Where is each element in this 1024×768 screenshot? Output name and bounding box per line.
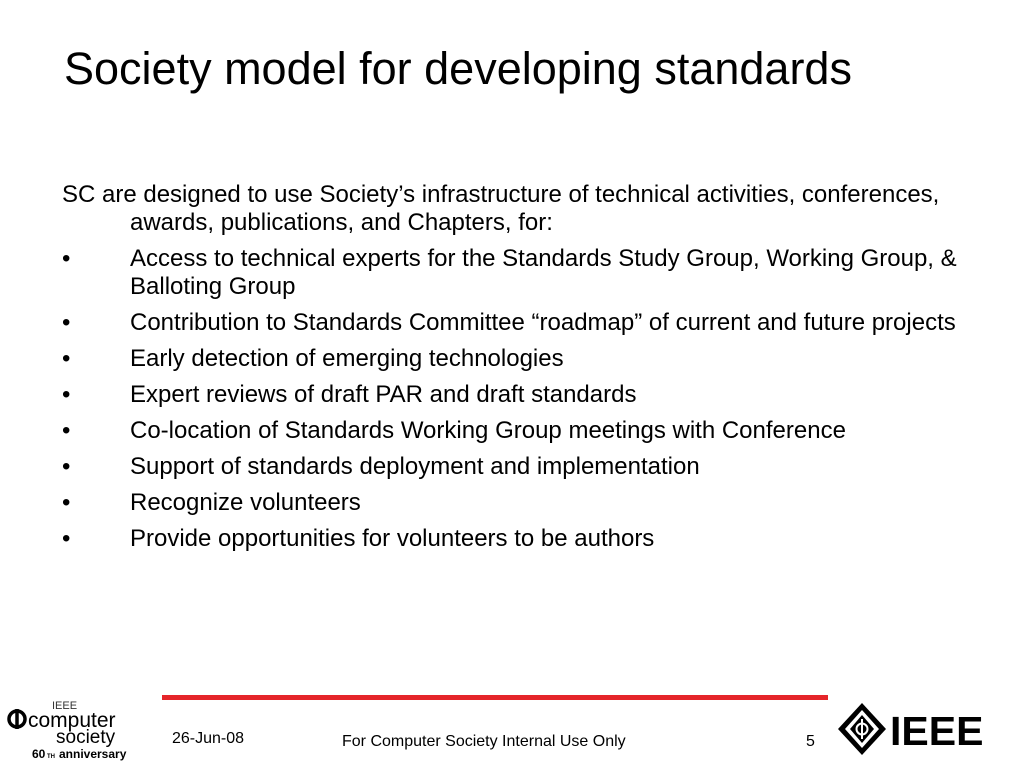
list-item xyxy=(62,345,962,373)
bullet-text: Recognize volunteers xyxy=(130,489,361,516)
bullet-marker: • xyxy=(62,453,71,480)
list-item xyxy=(62,489,962,517)
intro-paragraph: SC are designed to use Society’s infrastructure of technical activities, conferences, awards, publications, and Chapters, for: xyxy=(62,181,940,236)
footer-notice: For Computer Society Internal Use Only xyxy=(342,733,626,750)
cs-logo-anniversary-sup: TH xyxy=(47,754,55,760)
list-item xyxy=(62,309,962,337)
slide-body xyxy=(62,181,962,561)
ieee-diamond-icon xyxy=(838,703,886,755)
bullet-text: Provide opportunities for volunteers to be authors xyxy=(130,525,655,552)
bullet-text: Expert reviews of draft PAR and draft standards xyxy=(130,381,637,408)
footer-divider xyxy=(162,695,828,700)
list-item xyxy=(62,381,962,409)
bullet-marker: • xyxy=(62,417,71,444)
cs-logo-society-text: society xyxy=(56,727,116,748)
bullet-marker: • xyxy=(62,245,71,272)
list-item xyxy=(62,417,962,445)
bullet-text: Access to technical experts for the Standards Study Group, Working Group, & Balloting Group xyxy=(130,245,957,300)
list-item xyxy=(62,525,962,553)
cs-logo-computer-text: computer xyxy=(28,709,116,732)
bullet-marker: • xyxy=(62,381,71,408)
ieee-wordmark: IEEE xyxy=(890,708,984,754)
page-number: 5 xyxy=(806,733,815,750)
cs-logo-anniversary-word: anniversary xyxy=(59,747,127,761)
list-item xyxy=(62,245,962,301)
bullet-text: Contribution to Standards Committee “roadmap” of current and future projects xyxy=(130,309,956,336)
bullet-marker: • xyxy=(62,525,71,552)
bullet-marker: • xyxy=(62,489,71,516)
bullet-list xyxy=(62,245,962,553)
cs-logo-anniversary-num: 60 xyxy=(32,747,46,761)
bullet-marker: • xyxy=(62,309,71,336)
bullet-marker: • xyxy=(62,345,71,372)
list-item xyxy=(62,453,962,481)
bullet-text: Early detection of emerging technologies xyxy=(130,345,564,372)
cs-logo-ieee-text: IEEE xyxy=(52,700,78,712)
bullet-text: Support of standards deployment and implementation xyxy=(130,453,700,480)
computer-society-logo xyxy=(6,696,146,762)
bullet-text: Co-location of Standards Working Group meetings with Conference xyxy=(130,417,846,444)
ieee-logo xyxy=(836,700,1018,760)
footer-date: 26-Jun-08 xyxy=(172,730,245,747)
slide-title: Society model for developing standards xyxy=(64,43,852,94)
